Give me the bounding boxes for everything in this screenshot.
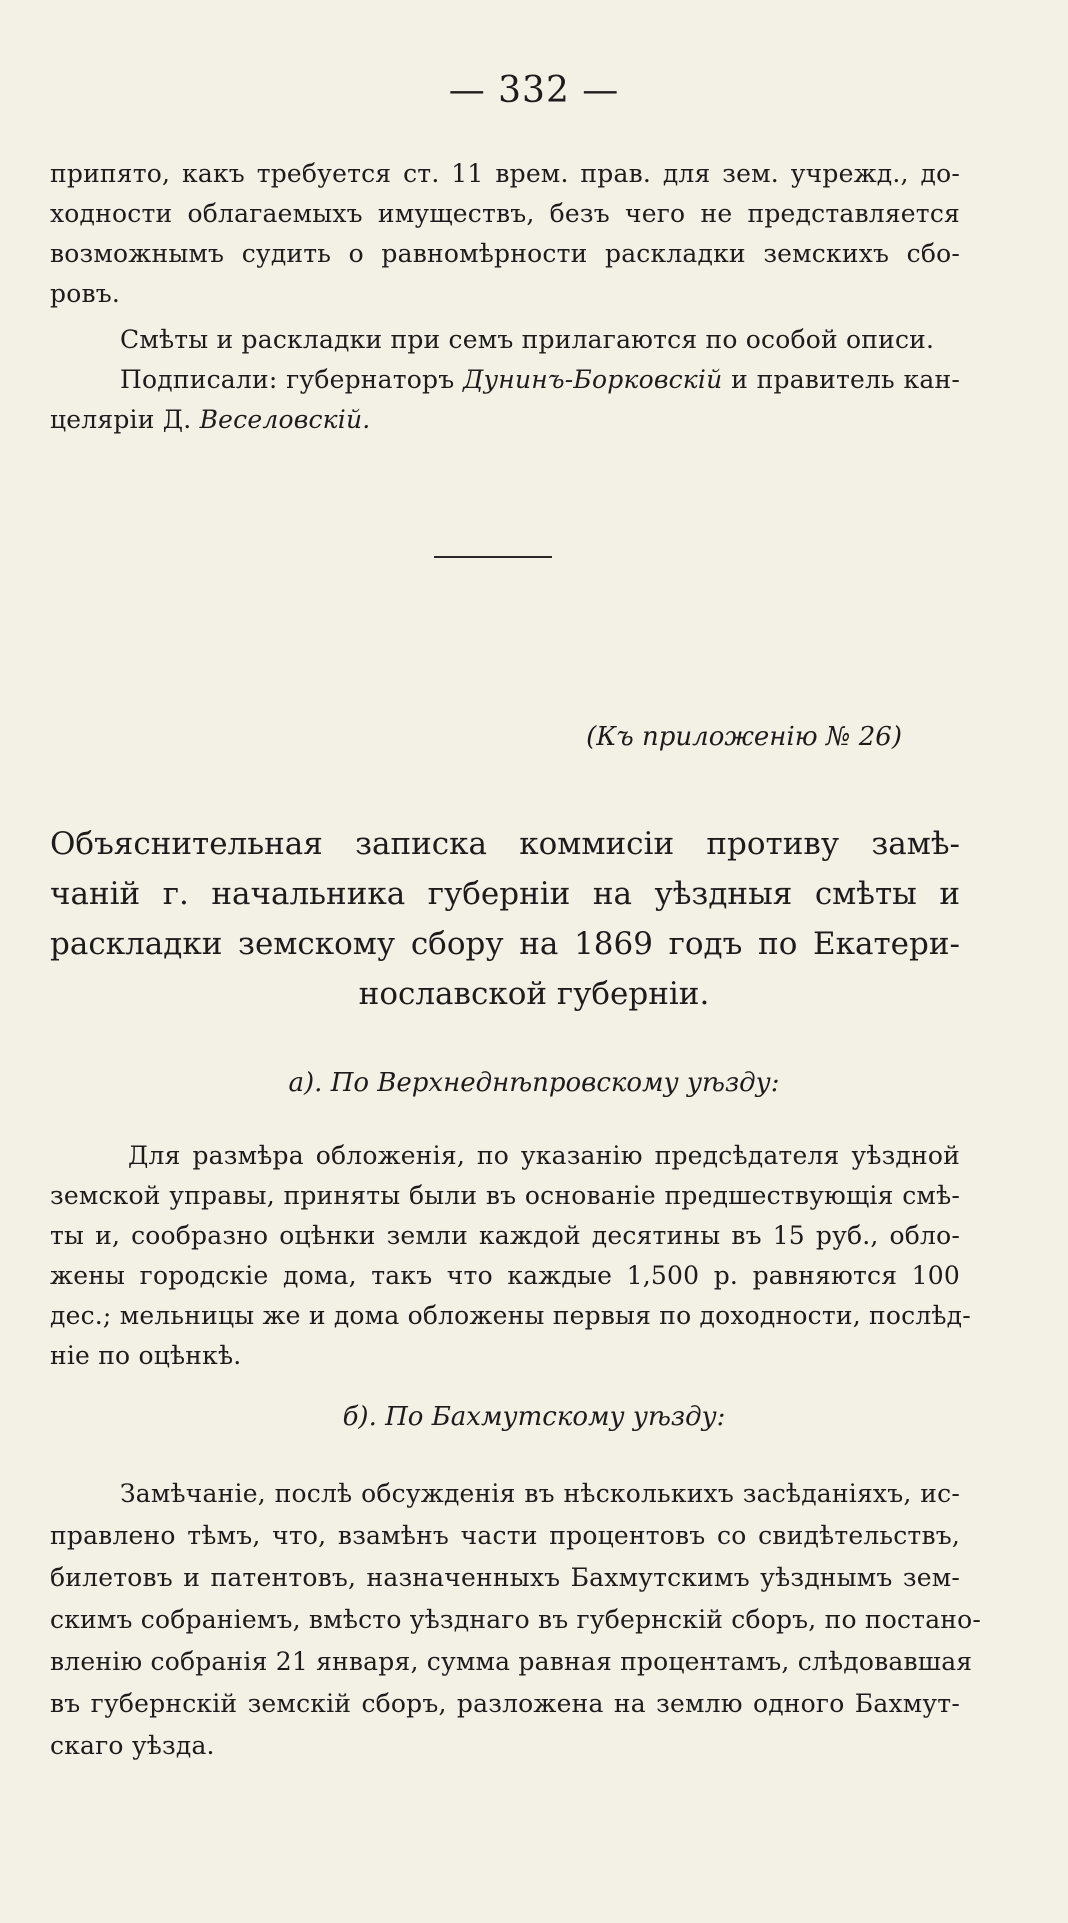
chancellery-name: Веселовскій.: [199, 405, 371, 434]
page-number: — 332 —: [448, 70, 620, 111]
paragraph-line: Замѣчаніе, послѣ обсужденія въ нѣсколькихъ засѣданіяхъ, ис-: [120, 1479, 960, 1508]
signature-line: [50, 402, 370, 438]
document-title-line: чаній г. начальника губерніи на уѣздныя смѣты и: [50, 876, 960, 912]
paragraph-line: скимъ собраніемъ, вмѣсто уѣзднаго въ губернскій сборъ, по постано-: [50, 1605, 982, 1634]
paragraph-line: правлено тѣмъ, что, взамѣнъ части процентовъ со свидѣтельствъ,: [50, 1521, 960, 1550]
paragraph-line: вленію собранія 21 января, сумма равная процентамъ, слѣдовавшая: [50, 1647, 973, 1676]
governor-name: Дунинъ-Борковскій: [463, 365, 723, 394]
document-title-line: Объяснительная записка коммисіи противу замѣ-: [50, 826, 960, 862]
paragraph-line: жены городскіе дома, такъ что каждые 1,500 р. равняются 100: [50, 1261, 960, 1290]
document-title-line: нославской губерніи.: [358, 976, 710, 1012]
signature-line: [120, 362, 960, 398]
section-b-heading: б). По Бахмутскому уѣзду:: [342, 1402, 726, 1432]
paragraph-line: билетовъ и патентовъ, назначенныхъ Бахмутскимъ уѣзднымъ зем-: [50, 1563, 960, 1592]
paragraph-line: дес.; мельницы же и дома обложены первыя по доходности, послѣд-: [50, 1301, 971, 1330]
annex-reference: (Къ приложенію № 26): [586, 722, 902, 752]
document-title-line: раскладки земскому сбору на 1869 годъ по Екатери-: [50, 926, 960, 962]
paragraph-line: ніе по оцѣнкѣ.: [50, 1341, 242, 1370]
paragraph-line: въ губернскій земскій сборъ, разложена на землю одного Бахмут-: [50, 1689, 960, 1718]
paragraph-line: припято, какъ требуется ст. 11 врем. прав. для зем. учрежд., до-: [50, 159, 960, 188]
paragraph-line: скаго уѣзда.: [50, 1731, 215, 1760]
signature-suffix: и правитель кан-: [731, 365, 960, 394]
section-divider: [434, 556, 552, 558]
chancellery-prefix: целяріи Д.: [50, 405, 192, 434]
paragraph-line: Для размѣра обложенія, по указанію предсѣдателя уѣздной: [128, 1141, 960, 1170]
attachments-line: Смѣты и раскладки при семъ прилагаются по особой описи.: [120, 325, 935, 354]
paragraph-line: земской управы, приняты были въ основаніе предшествующія смѣ-: [50, 1181, 960, 1210]
paragraph-line: ходности облагаемыхъ имуществъ, безъ чего не представляется: [50, 199, 960, 228]
signature-prefix: Подписали: губернаторъ: [120, 365, 455, 394]
paragraph-line: возможнымъ судить о равномѣрности раскладки земскихъ сбо-: [50, 239, 960, 268]
section-a-heading: а). По Верхнеднѣпровскому уѣзду:: [288, 1068, 780, 1098]
paragraph-line: ровъ.: [50, 279, 120, 308]
paragraph-line: ты и, сообразно оцѣнки земли каждой десятины въ 15 руб., обло-: [50, 1221, 960, 1250]
